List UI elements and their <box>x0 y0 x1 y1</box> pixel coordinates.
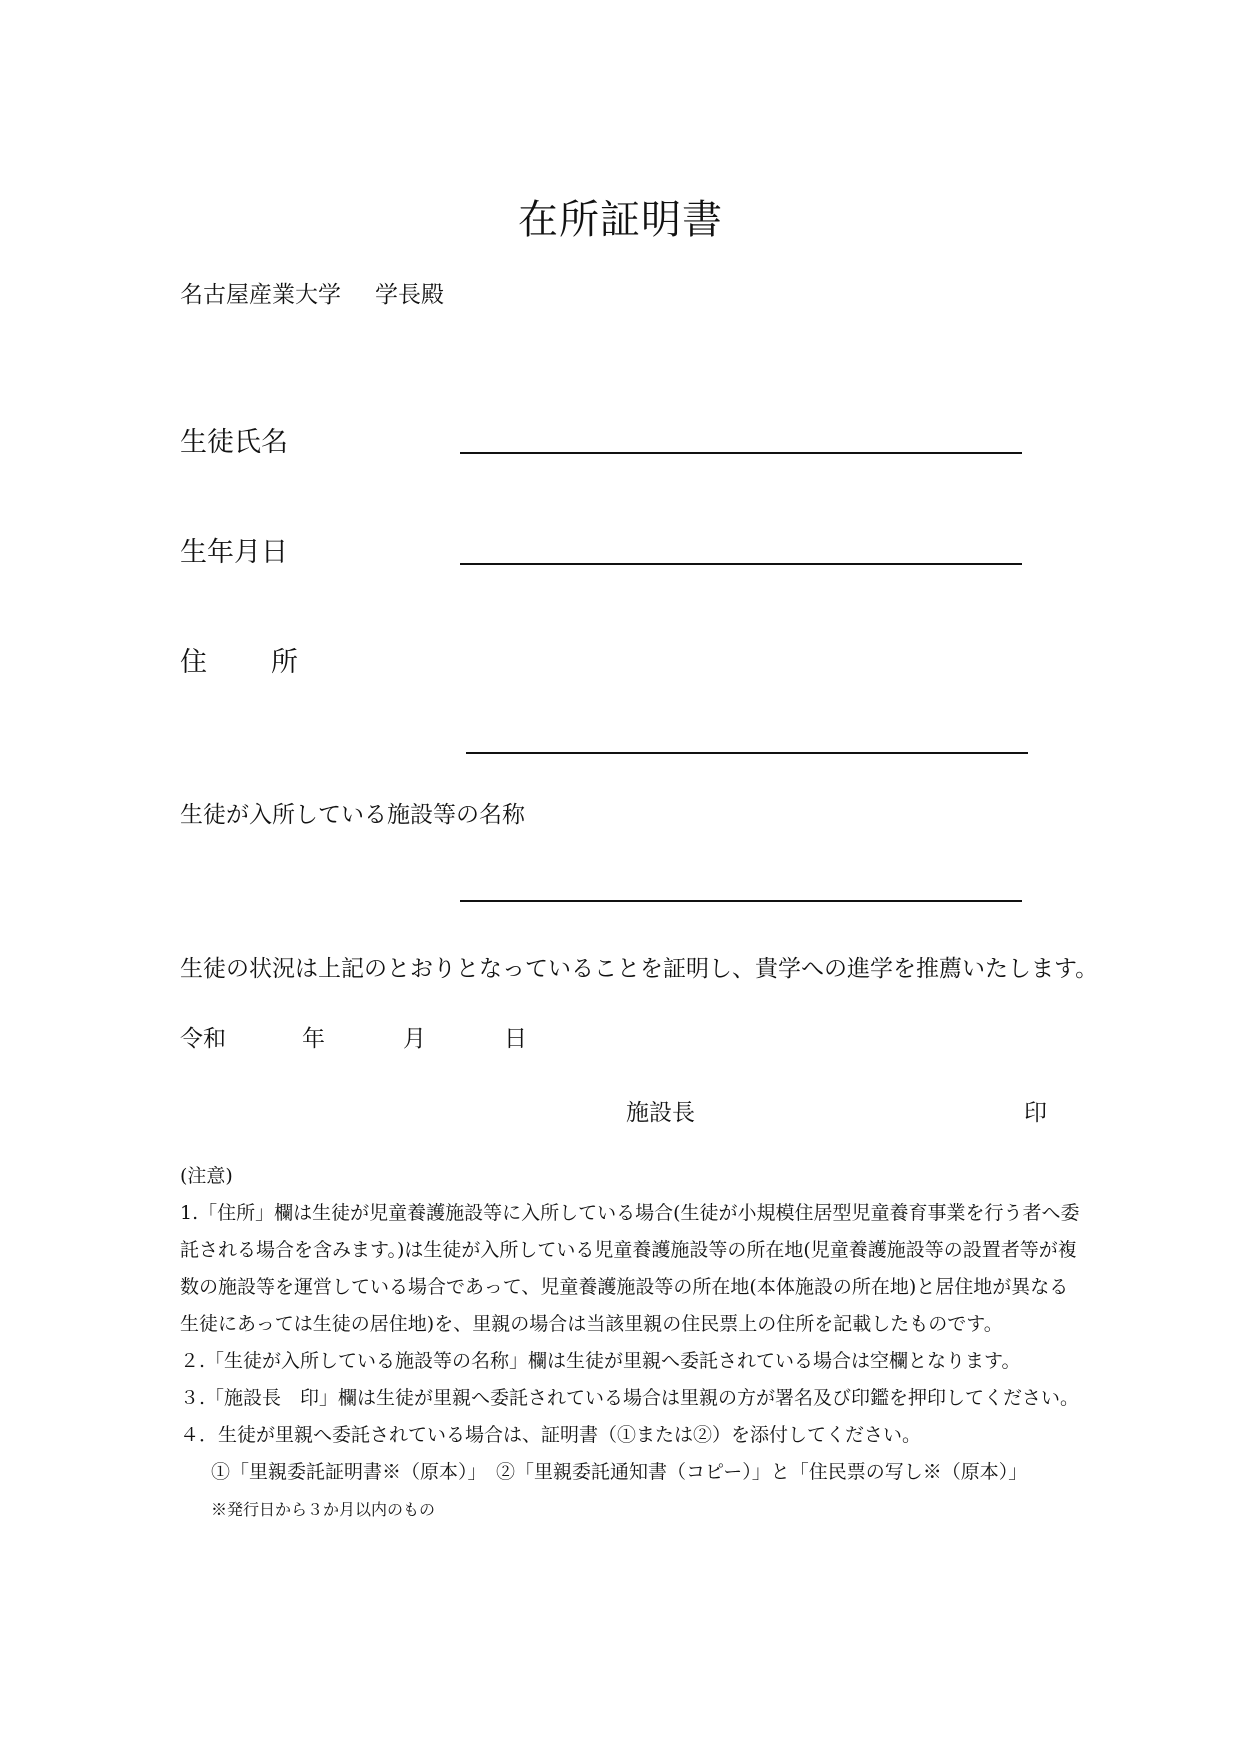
date-month: 月 <box>403 1026 426 1052</box>
note-attachments: ①「里親委託証明書※（原本）」 ②「里親委託通知書（コピー）」と「住民票の写し※（原本）」 <box>211 1461 1028 1483</box>
student-name-line[interactable] <box>460 452 1022 454</box>
note-item-1: 1.「住所」欄は生徒が児童養護施設等に入所している場合(生徒が小規模住居型児童養育事業を行う者へ委託される場合を含みます。)は生徒が入所している児童養護施設等の所在地(児童養護施設等の設置者等が複数の施設等を運営している場合であって、児童養護施設等の所在地(本体施設の所在地)と居住地が異なる生徒にあっては生徒の居住地)を、里親の場合は当該里親の住民票上の住所を記載したものです。 <box>180 1202 1080 1335</box>
birthdate-line[interactable] <box>460 563 1022 565</box>
student-name-label: 生徒氏名 <box>180 427 288 458</box>
birthdate-label: 生年月日 <box>180 537 288 568</box>
addressee <box>180 276 444 309</box>
facility-name-line[interactable] <box>460 900 1022 902</box>
address-label <box>180 640 298 679</box>
date-era: 令和 <box>180 1026 226 1052</box>
school-name: 名古屋産業大学 <box>180 282 341 308</box>
recipient: 学長殿 <box>375 282 444 308</box>
note-footnote: ※発行日から３か月以内のもの <box>211 1500 436 1519</box>
note-item-2: ２.「生徒が入所している施設等の名称」欄は生徒が里親へ委託されている場合は空欄となります。 <box>180 1350 1021 1372</box>
address-label-char-2: 所 <box>271 647 298 678</box>
address-label-char-1: 住 <box>180 647 207 678</box>
director-label: 施設長 <box>626 1100 695 1126</box>
notes-section <box>180 1158 1080 1528</box>
notes-heading: (注意) <box>180 1165 233 1187</box>
certification-text: 生徒の状況は上記のとおりとなっていることを証明し、貴学への進学を推薦いたします。 <box>180 956 1099 982</box>
note-item-3: ３.「施設長 印」欄は生徒が里親へ委託されている場合は里親の方が署名及び印鑑を押印してください。 <box>180 1387 1080 1409</box>
document-title: 在所証明書 <box>518 197 723 243</box>
date-day: 日 <box>504 1026 527 1052</box>
seal-mark: 印 <box>1024 1100 1047 1126</box>
note-item-4: ４．生徒が里親へ委託されている場合は、証明書（①または②）を添付してください。 <box>180 1424 922 1446</box>
facility-name-label: 生徒が入所している施設等の名称 <box>180 802 525 828</box>
address-line[interactable] <box>466 752 1028 754</box>
date-year: 年 <box>302 1026 325 1052</box>
